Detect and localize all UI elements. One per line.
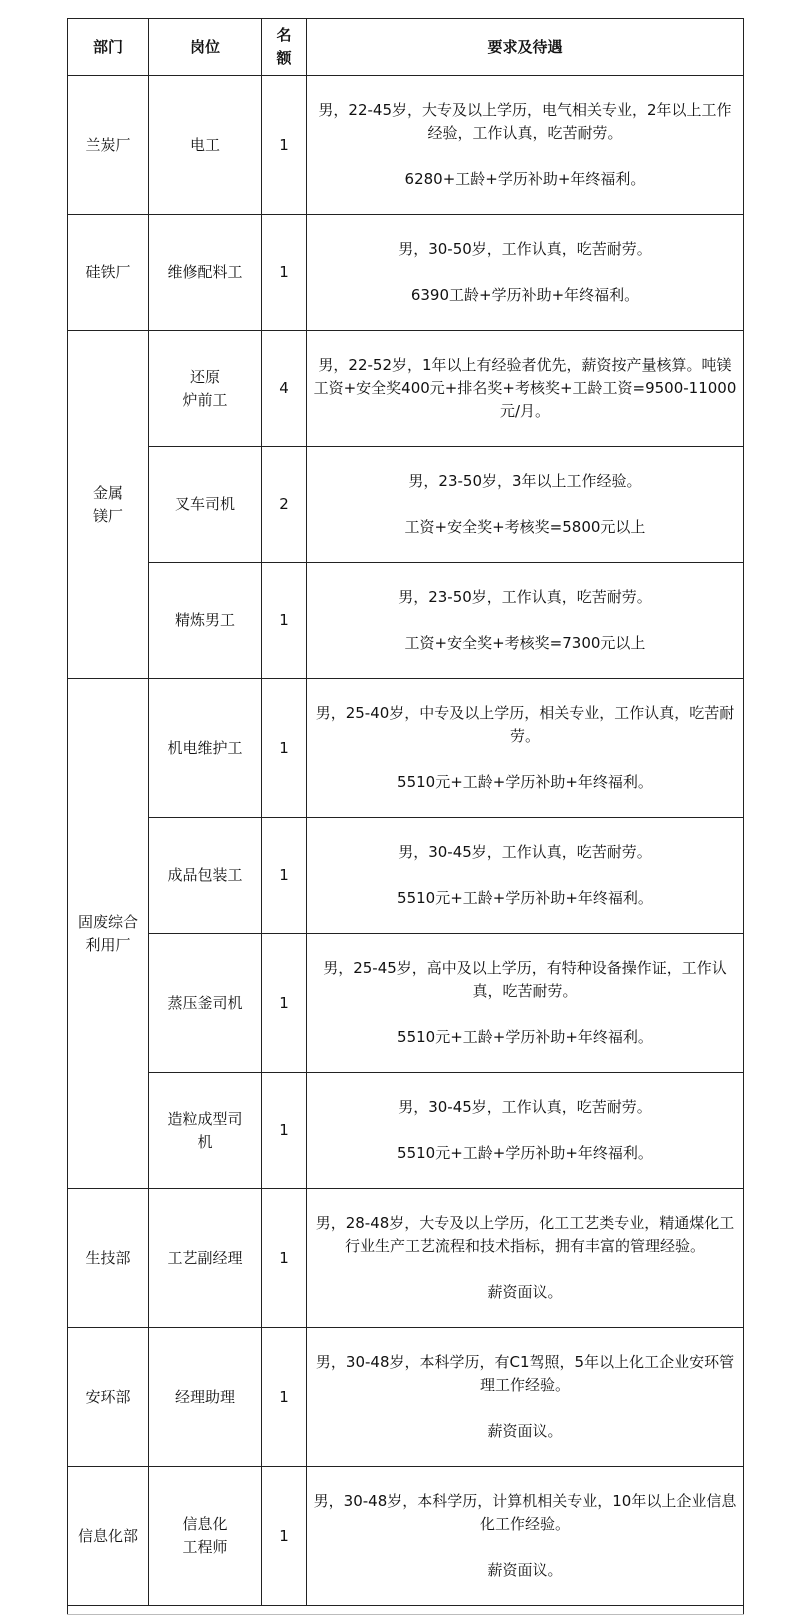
position-cell: 维修配料工 [149, 215, 262, 331]
requirements-cell [307, 934, 744, 1073]
requirement-line: 男，22-52岁，1年以上有经验者优先，薪资按产量核算。吨镁工资+安全奖400元+排名奖+考核奖+工龄工资=9500-11000元/月。 [313, 356, 737, 420]
requirement-line: 男，22-45岁，大专及以上学历，电气相关专业，2年以上工作经验，工作认真，吃苦耐劳。 [318, 101, 732, 142]
count-cell: 1 [262, 215, 307, 331]
requirements-cell [307, 215, 744, 331]
table-row-empty [68, 1606, 744, 1615]
count-cell: 1 [262, 1328, 307, 1467]
salary-line: 5510元+工龄+学历补助+年终福利。 [397, 1144, 653, 1162]
recruitment-table [67, 18, 744, 1615]
header-count: 名额 [262, 19, 307, 76]
count-cell: 2 [262, 447, 307, 563]
table-row [68, 215, 744, 331]
requirement-line: 男，30-48岁，本科学历，有C1驾照，5年以上化工企业安环管理工作经验。 [315, 1353, 735, 1394]
position-cell: 造粒成型司 机 [149, 1073, 262, 1189]
requirement-line: 男，25-45岁，高中及以上学历，有特种设备操作证，工作认真，吃苦耐劳。 [323, 959, 727, 1000]
salary-line: 薪资面议。 [487, 1561, 563, 1579]
requirements-cell [307, 76, 744, 215]
header-row [68, 19, 744, 76]
position-cell: 还原 炉前工 [149, 331, 262, 447]
requirements-cell [307, 331, 744, 447]
table-row [68, 679, 744, 818]
salary-line: 薪资面议。 [487, 1283, 563, 1301]
position-cell: 蒸压釜司机 [149, 934, 262, 1073]
requirement-line: 男，30-50岁，工作认真，吃苦耐劳。 [398, 240, 652, 258]
empty-cell [68, 1606, 744, 1615]
table-row [68, 1073, 744, 1189]
requirements-cell [307, 563, 744, 679]
table-row [68, 934, 744, 1073]
salary-line: 5510元+工龄+学历补助+年终福利。 [397, 889, 653, 907]
requirement-line: 男，28-48岁，大专及以上学历，化工工艺类专业，精通煤化工行业生产工艺流程和技术指标，拥有丰富的管理经验。 [315, 1214, 735, 1255]
salary-line: 6280+工龄+学历补助+年终福利。 [404, 170, 646, 188]
count-cell: 1 [262, 679, 307, 818]
requirements-cell [307, 447, 744, 563]
count-cell: 1 [262, 1189, 307, 1328]
dept-cell: 兰炭厂 [68, 76, 149, 215]
dept-cell: 安环部 [68, 1328, 149, 1467]
position-cell: 叉车司机 [149, 447, 262, 563]
header-dept: 部门 [68, 19, 149, 76]
count-cell: 1 [262, 76, 307, 215]
dept-cell: 固废综合 利用厂 [68, 679, 149, 1189]
position-cell: 机电维护工 [149, 679, 262, 818]
count-cell: 1 [262, 563, 307, 679]
count-cell: 1 [262, 934, 307, 1073]
header-requirements: 要求及待遇 [307, 19, 744, 76]
position-cell: 成品包装工 [149, 818, 262, 934]
salary-line: 6390工龄+学历补助+年终福利。 [410, 286, 640, 304]
requirement-line: 男，30-48岁，本科学历，计算机相关专业，10年以上企业信息化工作经验。 [313, 1492, 737, 1533]
requirement-line: 男，30-45岁，工作认真，吃苦耐劳。 [398, 843, 652, 861]
dept-cell: 信息化部 [68, 1467, 149, 1606]
count-cell: 1 [262, 818, 307, 934]
salary-line: 5510元+工龄+学历补助+年终福利。 [397, 1028, 653, 1046]
requirement-line: 男，23-50岁，工作认真，吃苦耐劳。 [398, 588, 652, 606]
position-cell: 经理助理 [149, 1328, 262, 1467]
table-row [68, 563, 744, 679]
table-row [68, 818, 744, 934]
table-row [68, 1467, 744, 1606]
position-cell: 信息化 工程师 [149, 1467, 262, 1606]
requirements-cell [307, 1328, 744, 1467]
requirements-cell [307, 1189, 744, 1328]
requirements-cell [307, 818, 744, 934]
dept-cell: 生技部 [68, 1189, 149, 1328]
requirements-cell [307, 1467, 744, 1606]
salary-line: 工资+安全奖+考核奖=7300元以上 [404, 634, 646, 652]
header-position: 岗位 [149, 19, 262, 76]
table-row [68, 1328, 744, 1467]
salary-line: 薪资面议。 [487, 1422, 563, 1440]
count-cell: 4 [262, 331, 307, 447]
table-row [68, 331, 744, 447]
count-cell: 1 [262, 1467, 307, 1606]
requirements-cell [307, 1073, 744, 1189]
dept-cell: 硅铁厂 [68, 215, 149, 331]
position-cell: 工艺副经理 [149, 1189, 262, 1328]
table-row [68, 1189, 744, 1328]
dept-cell: 金属 镁厂 [68, 331, 149, 679]
table-row [68, 76, 744, 215]
position-cell: 精炼男工 [149, 563, 262, 679]
requirements-cell [307, 679, 744, 818]
salary-line: 5510元+工龄+学历补助+年终福利。 [397, 773, 653, 791]
requirement-line: 男，30-45岁，工作认真，吃苦耐劳。 [398, 1098, 652, 1116]
requirement-line: 男，25-40岁，中专及以上学历，相关专业，工作认真，吃苦耐劳。 [315, 704, 735, 745]
count-cell: 1 [262, 1073, 307, 1189]
table-row [68, 447, 744, 563]
requirement-line: 男，23-50岁，3年以上工作经验。 [408, 472, 642, 490]
position-cell: 电工 [149, 76, 262, 215]
salary-line: 工资+安全奖+考核奖=5800元以上 [404, 518, 646, 536]
